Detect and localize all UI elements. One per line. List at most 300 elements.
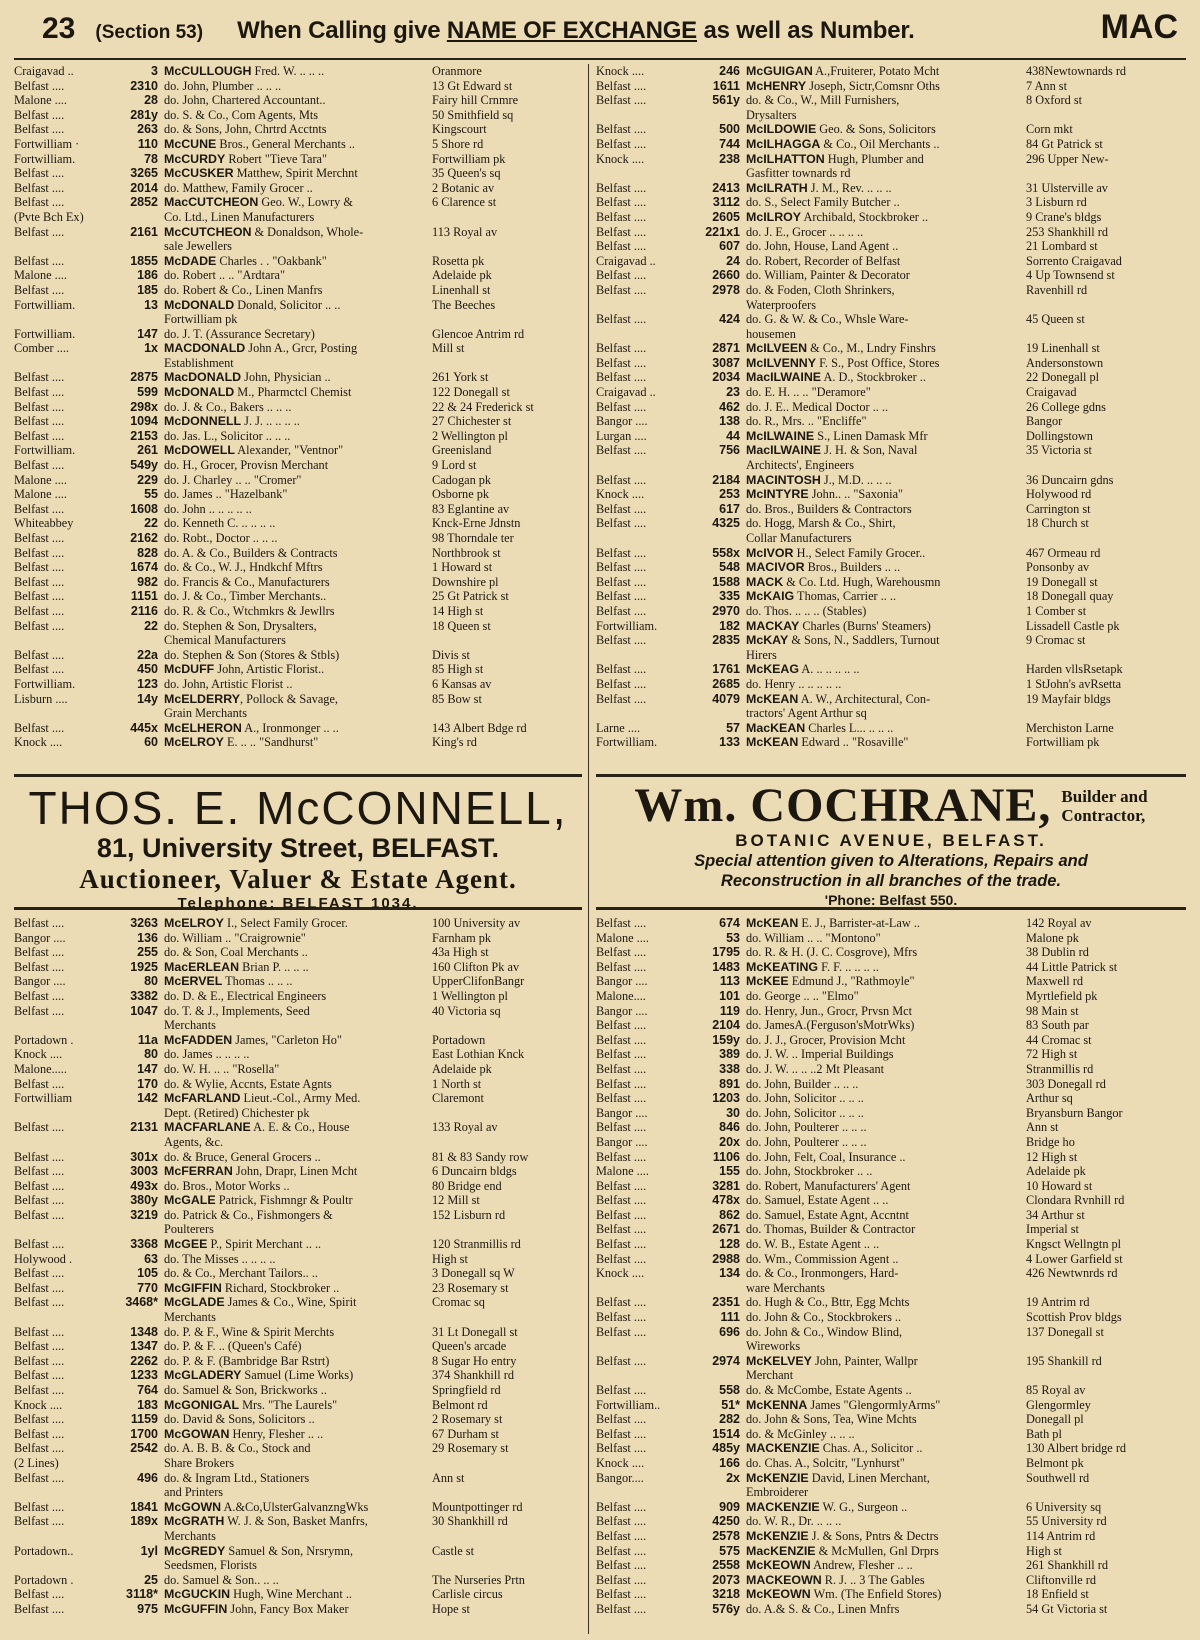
exchange-name: Portadown .: [14, 1572, 74, 1587]
subscriber-address: 3 Donegall sq W: [432, 1266, 515, 1281]
entry-continuation: Agents, &c.: [164, 1134, 224, 1149]
directory-entry: [596, 1412, 1186, 1427]
phone-number: 2660: [712, 268, 740, 283]
subscriber-address: Scottish Prov bldgs: [1026, 1310, 1122, 1325]
subscriber-address: Adelaide pk: [432, 268, 492, 283]
exchange-name: Fortwilliam: [14, 1091, 73, 1106]
advert-special-2: Reconstruction in all branches of the trade.: [720, 872, 1062, 890]
directory-entry: [14, 721, 582, 736]
phone-number: 281y: [130, 107, 158, 122]
subscriber-detail: do. Chas. A., Solcitr, "Lynhurst": [746, 1455, 905, 1470]
subscriber-address: 31 Lt Donegall st: [432, 1324, 518, 1339]
phone-number: 1yl: [140, 1543, 158, 1558]
directory-entry: [14, 1033, 582, 1048]
exchange-name: Belfast ....: [14, 1178, 65, 1193]
subscriber-address: 45 Queen st: [1026, 312, 1085, 327]
directory-entry: [596, 1325, 1186, 1340]
directory-entry: [14, 1325, 582, 1340]
phone-number: 2310: [130, 78, 158, 93]
phone-number: 183: [137, 1397, 158, 1412]
subscriber-detail: Alexander, "Ventnor": [234, 443, 344, 458]
subscriber-detail: do. P. & F. .. (Queen's Café): [164, 1339, 302, 1354]
subscriber-detail: do. T. & J., Implements, Seed: [164, 1003, 310, 1018]
phone-number: 229: [137, 472, 158, 487]
subscriber-detail: do. Henry, Jun., Grocr, Prvsn Mct: [746, 1003, 913, 1018]
directory-entry: [14, 1164, 582, 1179]
subscriber-address: 18 Queen st: [432, 618, 491, 633]
subscriber-detail: do. John & Co., Window Blind,: [746, 1324, 903, 1339]
subscriber-name: [746, 735, 1026, 750]
phone-number: 3281: [712, 1178, 740, 1193]
subscriber-name: [164, 677, 432, 692]
subscriber-address: 85 Royal av: [1026, 1383, 1086, 1397]
phone-number: 862: [719, 1207, 740, 1222]
phone-number: 380y: [130, 1193, 158, 1208]
advert-trade-1: Builder and: [1061, 787, 1148, 806]
exchange-name: Belfast ....: [14, 282, 65, 297]
exchange-name: Holywood .: [14, 1251, 73, 1266]
subscriber-address: Hope st: [432, 1601, 470, 1616]
directory-entry: [596, 473, 1186, 488]
phone-number: 3382: [130, 988, 158, 1003]
subscriber-detail: do. Stephen & Son (Stores & Stbls): [164, 647, 340, 662]
exchange-name: Whiteabbey: [14, 516, 74, 531]
subscriber-name: [164, 1587, 432, 1602]
entry-continuation: sale Jewellers: [164, 239, 232, 254]
subscriber-address: 374 Shankhill rd: [432, 1368, 514, 1383]
directory-entry: [14, 108, 582, 123]
directory-entry: [14, 1602, 582, 1617]
phone-number: 558x: [712, 545, 740, 560]
subscriber-name: [746, 589, 1026, 604]
advert-cochrane: [596, 774, 1186, 910]
phone-number: 11a: [137, 1032, 158, 1047]
surname: McFADDEN: [164, 1032, 233, 1047]
subscriber-address: Bryansburn Bangor: [1026, 1105, 1123, 1120]
subscriber-address: Harden vllsRsetapk: [1026, 662, 1123, 677]
subscriber-address: 6 University sq: [1026, 1499, 1102, 1514]
phone-number: 576y: [712, 1601, 740, 1616]
exchange-name: Belfast ....: [596, 662, 647, 677]
directory-entry: [596, 429, 1186, 444]
directory-entry: [14, 473, 582, 488]
subscriber-address: Dollingstown: [1026, 428, 1093, 443]
subscriber-name: [164, 64, 432, 79]
subscriber-detail: do. & Co., Ironmongers, Hard-: [746, 1266, 899, 1281]
directory-entry: [14, 64, 582, 79]
advert-address: 81, University Street, BELFAST.: [96, 833, 500, 863]
subscriber-address: Cliftonville rd: [1026, 1572, 1097, 1587]
exchange-name: Belfast ....: [596, 224, 647, 239]
exchange-name: Fortwilliam.: [14, 676, 76, 691]
exchange-name: Knock ....: [596, 151, 645, 166]
phone-number: 261: [137, 443, 158, 458]
subscriber-detail: do. John, Builder .. .. ..: [746, 1076, 859, 1091]
surname: McCURDY: [164, 151, 226, 166]
directory-entry: [14, 619, 582, 634]
phone-number: 424: [719, 312, 740, 327]
subscriber-detail: J. M., Rev. .. .. ..: [807, 180, 892, 195]
phone-number: 159y: [712, 1032, 740, 1047]
phone-number: 301x: [130, 1149, 158, 1164]
subscriber-address: Castle st: [432, 1543, 475, 1558]
phone-number: 2131: [130, 1120, 158, 1135]
directory-entry: [596, 1441, 1186, 1456]
subscriber-name: [164, 283, 432, 298]
subscriber-address: 30 Shankhill rd: [432, 1514, 508, 1529]
directory-entry: [596, 1252, 1186, 1267]
phone-number: 2073: [712, 1572, 740, 1587]
advert-mcconnell: [14, 774, 582, 910]
subscriber-detail: do. & Ingram Ltd., Stationers: [164, 1470, 310, 1485]
notice-emphasis: NAME OF EXCHANGE: [446, 17, 697, 44]
subscriber-address: 122 Donegall st: [432, 385, 510, 400]
subscriber-address: 9 Lord st: [432, 458, 477, 473]
subscriber-detail: J. H. & Son, Naval: [821, 443, 918, 458]
entry-continuation: tractors' Agent Arthur sq: [746, 706, 867, 721]
exchange-name: Belfast ....: [596, 472, 647, 487]
subscriber-address: 22 Donegall pl: [1026, 370, 1100, 385]
directory-entry: [596, 1514, 1186, 1529]
phone-number: 113: [719, 974, 740, 989]
exchange-name: Belfast ....: [596, 1091, 647, 1106]
directory-entry: [596, 1150, 1186, 1165]
subscriber-detail: S., Linen Damask Mfr: [814, 428, 928, 443]
subscriber-detail: do. Hogg, Marsh & Co., Shirt,: [746, 516, 896, 531]
phone-number: 128: [719, 1237, 740, 1252]
surname: MacILWAINE: [746, 370, 822, 385]
subscriber-address: 130 Albert bridge rd: [1026, 1441, 1127, 1456]
directory-entry: [14, 1573, 582, 1588]
subscriber-detail: R. J. .. 3 The Gables: [821, 1572, 925, 1587]
subscriber-detail: Lieut.-Col., Army Med.: [240, 1091, 361, 1106]
directory-entry: [14, 648, 582, 663]
subscriber-detail: Brian P. .. .. ..: [239, 959, 309, 974]
directory-entry: [596, 1544, 1186, 1559]
directory-entry: [596, 1456, 1186, 1471]
directory-page: [14, 8, 1186, 1634]
directory-entry: [14, 122, 582, 137]
directory-entry: [14, 1471, 582, 1486]
phone-number: 53: [726, 930, 740, 945]
exchange-name: Craigavad ..: [14, 64, 74, 78]
exchange-name: Belfast ....: [596, 1251, 647, 1266]
exchange-name: Belfast ....: [596, 1178, 647, 1193]
phone-number: 133: [719, 735, 740, 750]
subscriber-address: Mountpottinger rd: [432, 1499, 523, 1514]
subscriber-address: 3 Lisburn rd: [1026, 195, 1087, 210]
phone-number: 2153: [130, 428, 158, 443]
subscriber-detail: do. G. & W. & Co., Whsle Ware-: [746, 312, 909, 327]
subscriber-name: [164, 370, 432, 385]
subscriber-address: Lissadell Castle pk: [1026, 618, 1120, 633]
advert-profession: Auctioneer, Valuer & Estate Agent.: [79, 864, 517, 894]
subscriber-name: [746, 960, 1026, 975]
exchange-name: Belfast ....: [14, 1207, 65, 1222]
subscriber-detail: Edward .. "Rosaville": [798, 735, 909, 750]
exchange-name: Belfast ....: [14, 618, 65, 633]
subscriber-detail: do. & Co., W., Mill Furnishers,: [746, 93, 900, 108]
directory-entry: [596, 662, 1186, 677]
subscriber-address: 8 Sugar Ho entry: [432, 1353, 517, 1368]
directory-entry: [14, 1281, 582, 1296]
subscriber-name: [746, 79, 1026, 94]
subscriber-detail: Samuel (Lime Works): [241, 1368, 354, 1383]
subscriber-detail: James, "Carleton Ho": [232, 1032, 342, 1047]
exchange-name: Belfast ....: [596, 443, 647, 458]
directory-entry: [14, 93, 582, 108]
exchange-name: Malone ....: [596, 930, 649, 945]
exchange-name: Belfast ....: [14, 988, 65, 1003]
phone-number: 170: [137, 1076, 158, 1091]
entry-continuation: Embroiderer: [746, 1485, 809, 1500]
subscriber-address: High st: [432, 1251, 468, 1266]
directory-entry: [14, 283, 582, 298]
subscriber-detail: Matthew, Spirit Merchnt: [233, 166, 358, 181]
subscriber-detail: A. D., Stockbroker ..: [821, 370, 926, 385]
exchange-name: Belfast ....: [596, 959, 647, 974]
subscriber-name: [746, 1193, 1026, 1208]
subscriber-address: Cromac sq: [432, 1295, 485, 1310]
subscriber-address: Donegall pl: [1026, 1412, 1084, 1427]
subscriber-name: [164, 473, 432, 488]
directory-entry: [596, 1310, 1186, 1325]
subscriber-address: 23 Rosemary st: [432, 1280, 509, 1295]
surname: MacDONALD: [164, 370, 242, 385]
phone-number: 238: [719, 151, 740, 166]
entry-continuation: Fortwilliam pk: [164, 312, 238, 327]
directory-entry: [596, 1047, 1186, 1062]
phone-number: 30: [726, 1105, 740, 1120]
surname: McKEE: [746, 974, 789, 989]
subscriber-detail: do. Bros., Builders & Contractors: [746, 501, 912, 516]
subscriber-name: [746, 916, 1026, 931]
entry-continuation: Drysalters: [746, 107, 797, 122]
subscriber-name: [164, 1325, 432, 1340]
directory-entry: [596, 210, 1186, 225]
subscriber-detail: A.,Fruiterer, Potato Mcht: [812, 64, 940, 78]
subscriber-detail: do. W. B., Estate Agent .. ..: [746, 1237, 880, 1252]
exchange-name: Belfast ....: [596, 945, 647, 960]
phone-number: 24: [726, 253, 740, 268]
exchange-name: Belfast ....: [596, 1222, 647, 1237]
exchange-name: Belfast ....: [14, 224, 65, 239]
directory-entry: [14, 1237, 582, 1252]
section-label: (Section 53): [95, 22, 204, 43]
subscriber-name: [164, 268, 432, 283]
subscriber-name: [164, 546, 432, 561]
subscriber-detail: do. & Sons, John, Chrtrd Acctnts: [164, 122, 327, 137]
subscriber-address: Belmont pk: [1026, 1455, 1084, 1470]
directory-entry: [14, 1266, 582, 1281]
phone-number: 2671: [712, 1222, 740, 1237]
subscriber-address: Osborne pk: [432, 487, 490, 502]
subscriber-detail: Bros., Builders .. ..: [804, 560, 901, 575]
surname: McDOWELL: [164, 443, 235, 458]
subscriber-detail: do. & Co., W. J., Hndkchf Mftrs: [164, 560, 323, 575]
subscriber-name: [746, 473, 1026, 488]
directory-entry: [14, 960, 582, 975]
directory-entry: [14, 1193, 582, 1208]
subscriber-address: UpperClifonBangr: [432, 974, 525, 989]
surname: McGONIGAL: [164, 1397, 240, 1412]
subscriber-address: 27 Chichester st: [432, 414, 512, 429]
subscriber-name: [746, 546, 1026, 561]
directory-entry: [14, 1587, 582, 1602]
subscriber-address: 50 Smithfield sq: [432, 107, 514, 122]
exchange-name: Belfast ....: [14, 945, 65, 960]
phone-number: 14y: [137, 691, 158, 706]
subscriber-name: [164, 1033, 432, 1048]
phone-number: 1608: [130, 501, 158, 516]
phone-number: 136: [137, 930, 158, 945]
subscriber-address: East Lothian Knck: [432, 1047, 525, 1062]
directory-entry: [596, 239, 1186, 254]
exchange-name: Belfast ....: [14, 1514, 65, 1529]
directory-entry: [596, 1208, 1186, 1223]
subscriber-name: [746, 1077, 1026, 1092]
subscriber-name: [746, 721, 1026, 736]
subscriber-name: [746, 1135, 1026, 1150]
subscriber-name: [746, 1398, 1026, 1413]
directory-entry: [14, 487, 582, 502]
exchange-name: Knock ....: [596, 64, 645, 78]
directory-entry: [14, 989, 582, 1004]
directory-entry: [14, 560, 582, 575]
entry-continuation: Hirers: [746, 647, 777, 662]
phone-number: 2351: [712, 1295, 740, 1310]
subscriber-name: [746, 225, 1026, 240]
column-divider: [588, 64, 589, 1634]
page-header: [14, 8, 1186, 60]
subscriber-address: 10 Howard st: [1026, 1178, 1093, 1193]
subscriber-address: 83 Eglantine av: [432, 501, 510, 516]
subscriber-detail: do. Stephen & Son, Drysalters,: [164, 618, 317, 633]
subscriber-name: [746, 1033, 1026, 1048]
phone-number: 2974: [712, 1353, 740, 1368]
directory-entry: [596, 1558, 1186, 1573]
directory-entry: [596, 254, 1186, 269]
subscriber-name: [746, 400, 1026, 415]
directory-entry: [596, 356, 1186, 371]
subscriber-address: High st: [1026, 1543, 1062, 1558]
directory-entry: [14, 210, 582, 225]
subscriber-detail: E. J., Barrister-at-Law ..: [798, 916, 920, 930]
surname: McGALE: [164, 1193, 216, 1208]
subscriber-detail: do. John & Sons, Tea, Wine Mchts: [746, 1412, 917, 1427]
surname: McGEE: [164, 1237, 208, 1252]
subscriber-address: Mill st: [432, 341, 465, 356]
subscriber-name: [746, 1164, 1026, 1179]
phone-number: 828: [137, 545, 158, 560]
phone-number: 1094: [130, 414, 158, 429]
exchange-name: Fortwilliam.: [14, 443, 76, 458]
exchange-name: Belfast ....: [14, 531, 65, 545]
phone-number: 2184: [712, 472, 740, 487]
directory-entry: [596, 1062, 1186, 1077]
entry-continuation: Seedsmen, Florists: [164, 1558, 257, 1573]
subscriber-address: 34 Arthur st: [1026, 1207, 1085, 1222]
subscriber-name: [164, 1368, 432, 1383]
subscriber-address: 19 Mayfair bldgs: [1026, 691, 1111, 706]
exchange-name: Belfast ....: [14, 414, 65, 429]
exchange-name: Knock ....: [596, 1266, 645, 1281]
entry-continuation: Establishment: [164, 355, 234, 370]
subscriber-name: [746, 312, 1026, 327]
subscriber-address: Clondara Rvnhill rd: [1026, 1193, 1125, 1208]
exchange-name: Belfast ....: [596, 633, 647, 648]
surname: McKEAN: [746, 691, 799, 706]
exchange-name: Belfast ....: [596, 180, 647, 195]
phone-number: 55: [144, 487, 158, 502]
subscriber-address: 1 Comber st: [1026, 603, 1087, 618]
directory-entry: [14, 1427, 582, 1442]
phone-number: 338: [719, 1061, 740, 1076]
subscriber-name: [746, 619, 1026, 634]
phone-number: 1514: [712, 1426, 740, 1441]
directory-entry: [14, 443, 582, 458]
subscriber-detail: Co. Ltd., Linen Manufacturers: [164, 209, 315, 224]
phone-number: 44: [726, 428, 740, 443]
exchange-name: Belfast ....: [596, 239, 647, 254]
subscriber-address: 35 Queen's sq: [432, 166, 501, 181]
phone-number: 764: [137, 1383, 158, 1397]
subscriber-name: [746, 604, 1026, 619]
surname: McILHATTON: [746, 151, 825, 166]
subscriber-address: 113 Royal av: [432, 224, 498, 239]
phone-number: 3087: [712, 355, 740, 370]
directory-entry: [596, 400, 1186, 415]
subscriber-name: [746, 1456, 1026, 1471]
subscriber-detail: do. J. Charley .. .. "Cromer": [164, 472, 302, 487]
exchange-name: Belfast ....: [596, 1558, 647, 1573]
subscriber-name: [164, 1062, 432, 1077]
subscriber-detail: F. F. .. .. .. ..: [818, 959, 879, 974]
subscriber-address: Springfield rd: [432, 1383, 501, 1397]
directory-entry: [596, 312, 1186, 327]
phone-number: 696: [719, 1324, 740, 1339]
phone-number: 22: [144, 516, 158, 531]
exchange-name: Belfast ....: [596, 1353, 647, 1368]
subscriber-detail: A., Ironmonger .. ..: [241, 720, 339, 735]
directory-entry: [14, 1514, 582, 1529]
subscriber-detail: do. J. E., Grocer .. .. .. ..: [746, 224, 864, 239]
phone-number: 253: [719, 487, 740, 502]
phone-number: 3112: [712, 195, 740, 210]
subscriber-name: [164, 604, 432, 619]
phone-number: 485y: [712, 1441, 740, 1456]
subscriber-address: 98 Main st: [1026, 1003, 1079, 1018]
subscriber-name: [164, 531, 432, 546]
subscriber-address: Adelaide pk: [1026, 1164, 1086, 1179]
subscriber-name: [746, 516, 1026, 531]
subscriber-name: [164, 1456, 432, 1471]
subscriber-address: Carlisle circus: [432, 1587, 503, 1602]
phone-number: 2978: [712, 282, 740, 297]
subscriber-name: [164, 692, 432, 707]
exchange-name: Belfast ....: [14, 1412, 65, 1427]
advert-special-1: Special attention given to Alterations, Repairs and: [694, 852, 1088, 870]
directory-entry: [596, 516, 1186, 531]
subscriber-name: [164, 502, 432, 517]
exchange-name: Belfast ....: [596, 355, 647, 370]
directory-entry: [14, 662, 582, 677]
subscriber-name: [164, 974, 432, 989]
phone-number: 1347: [130, 1339, 158, 1354]
directory-entry: [596, 414, 1186, 429]
subscriber-detail: do. & Wylie, Accnts, Estate Agnts: [164, 1076, 332, 1091]
phone-number: 166: [719, 1455, 740, 1470]
